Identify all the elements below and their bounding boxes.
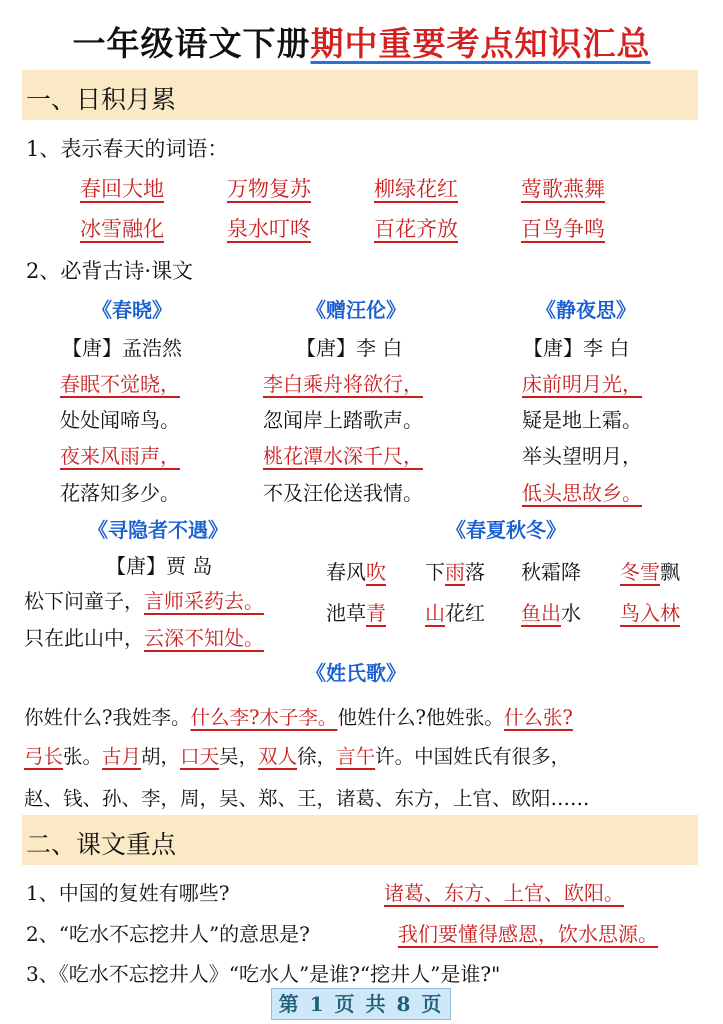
section1-heading: 一、日积月累 <box>26 85 177 114</box>
poem-line: 处处闻啼鸟。 <box>60 408 180 432</box>
poem-line: 桃花潭水深千尺， <box>263 444 423 468</box>
k2-question: 2、“吃水不忘挖井人”的意思是? <box>26 922 310 946</box>
poem-line: 疑是地上霜。 <box>522 408 642 432</box>
poem-line: 夜来风雨声， <box>60 444 180 468</box>
poem-line: 床前明月光， <box>522 372 642 396</box>
poem-author: 【唐】李 白 <box>523 336 630 360</box>
spring-word: 春回大地 <box>80 177 164 201</box>
spring-word: 冰雪融化 <box>80 217 164 241</box>
season-phrase: 池草青 <box>326 601 386 625</box>
page-title <box>0 18 723 65</box>
spring-word: 百花齐放 <box>374 217 458 241</box>
season-phrase: 鱼出水 <box>521 601 581 625</box>
season-phrase: 冬雪飘 <box>620 560 680 584</box>
poem-author: 【唐】孟浩然 <box>62 336 182 360</box>
k3-question: 3、《吃水不忘挖井人》“吃水人”是谁?“挖井人”是谁?" <box>26 962 501 986</box>
spring-word: 万物复苏 <box>227 177 311 201</box>
season-phrase: 下雨落 <box>425 560 485 584</box>
poem-line: 举头望明月， <box>522 444 642 468</box>
title-black: 一年级语文下册 <box>72 24 311 63</box>
surname-line: 赵、钱、孙、李，周，吴、郑、王，诸葛、东方，上官、欧阳…… <box>24 787 590 810</box>
section2-band <box>22 815 698 865</box>
poem-line: 春眠不觉晓， <box>60 372 180 396</box>
poem-author: 【唐】李 白 <box>296 336 403 360</box>
season-phrase: 山花红 <box>425 601 485 625</box>
season-phrase: 春风吹 <box>326 560 386 584</box>
k2-answer: 我们要懂得感恩，饮水思源。 <box>398 922 658 946</box>
section1-band <box>22 70 698 120</box>
page-number: 第 1 页 共 8 页 <box>271 988 451 1020</box>
poem-title: 《赠汪伦》 <box>306 298 406 322</box>
k1-question: 1、中国的复姓有哪些? <box>26 881 230 905</box>
poem-line: 花落知多少。 <box>60 481 180 505</box>
k1-answer: 诸葛、东方、上官、欧阳。 <box>384 881 624 905</box>
section2-heading: 二、课文重点 <box>26 830 177 859</box>
poem-line: 只在此山中，云深不知处。 <box>24 626 264 650</box>
surname-line: 你姓什么?我姓李。什么李?木子李。他姓什么?他姓张。什么张? <box>24 706 573 729</box>
poem-title: 《春夏秋冬》 <box>446 518 566 542</box>
title-red: 期中重要考点知识汇总 <box>310 24 651 63</box>
spring-word: 泉水叮咚 <box>227 217 311 241</box>
poem-line: 低头思故乡。 <box>522 481 642 505</box>
spring-word: 莺歌燕舞 <box>521 177 605 201</box>
spring-word: 百鸟争鸣 <box>521 217 605 241</box>
poem-title: 《静夜思》 <box>536 298 636 322</box>
poem-line: 不及汪伦送我情。 <box>263 481 423 505</box>
poem-title: 《寻隐者不遇》 <box>88 518 228 542</box>
q1-label: 1、表示春天的词语： <box>26 137 229 161</box>
poem-title: 《姓氏歌》 <box>306 661 406 685</box>
season-phrase: 秋霜降 <box>521 560 581 584</box>
spring-word: 柳绿花红 <box>374 177 458 201</box>
q2-label: 2、必背古诗·课文 <box>26 259 194 283</box>
surname-line: 弓长张。古月胡，口天吴，双人徐，言午许。中国姓氏有很多， <box>24 745 571 768</box>
poem-author: 【唐】贾 岛 <box>106 554 213 578</box>
poem-line: 忽闻岸上踏歌声。 <box>263 408 423 432</box>
poem-line: 松下问童子，言师采药去。 <box>24 589 264 613</box>
season-phrase: 鸟入林 <box>620 601 680 625</box>
poem-title: 《春晓》 <box>92 298 172 322</box>
poem-line: 李白乘舟将欲行， <box>263 372 423 396</box>
